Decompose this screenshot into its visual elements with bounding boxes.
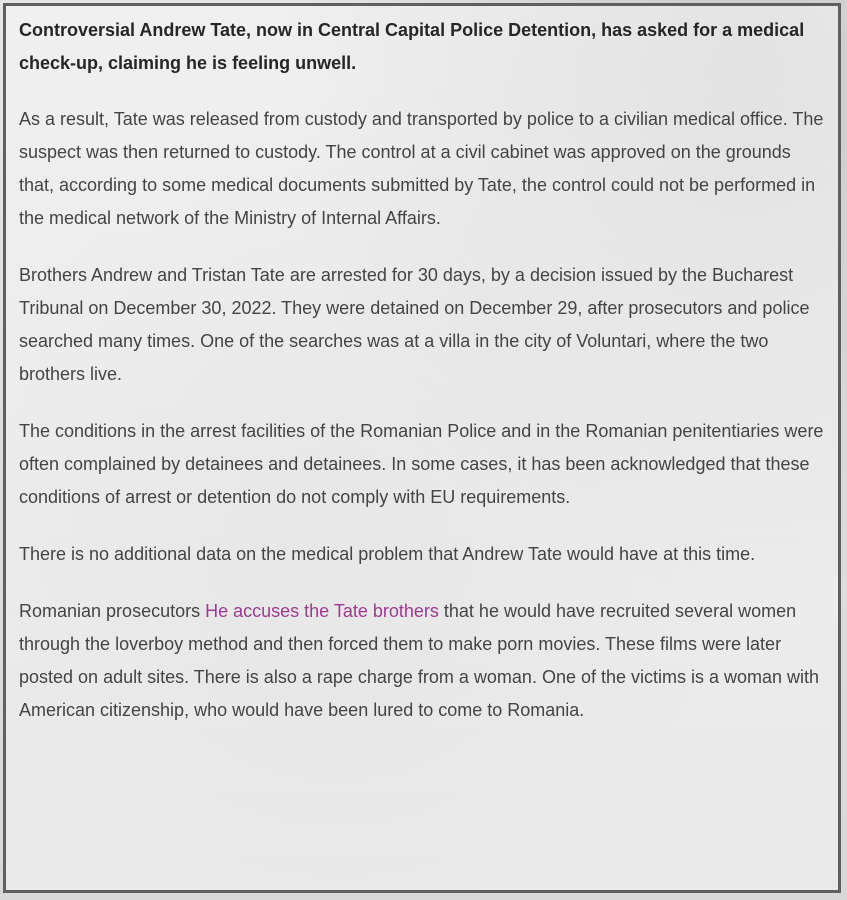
article-headline: Controversial Andrew Tate, now in Central Capital Police Detention, has asked for a medical check-up, claiming he is feeling unwell. [19,20,805,73]
article-paragraph-2: Brothers Andrew and Tristan Tate are arrested for 30 days, by a decision issued by the Bucharest Tribunal on December 30, 2022. They were detained on December 29, after prosecutors and police searched many times. One of the searches was at a villa in the city of Voluntari, where the two brothers live. [19,265,810,384]
article-paragraph-4: There is no additional data on the medical problem that Andrew Tate would have at this time. [19,544,756,564]
paragraph-5-body: that he would have recruited several women through the loverboy method and then forced them to make porn movies. These films were later posted on adult sites. There is also a rape charge from a woman. One of the victims is a woman with American citizenship, who would have been lured to come to Romania. [19,601,820,720]
article-paragraph-3: The conditions in the arrest facilities of the Romanian Police and in the Romanian penitentiaries were often complained by detainees and detainees. In some cases, it has been acknowledged that these conditions of arrest or detention do not comply with EU requirements. [19,421,824,507]
article-panel [3,3,841,893]
paragraph-5-intro: Romanian prosecutors [19,601,206,621]
accuses-tate-brothers-link[interactable]: He accuses the Tate brothers [205,601,439,621]
article-paragraph-5 [19,595,828,727]
article-paragraph-1: As a result, Tate was released from custody and transported by police to a civilian medical office. The suspect was then returned to custody. The control at a civil cabinet was approved on the grounds that, according to some medical documents submitted by Tate, the control could not be performed in the medical network of the Ministry of Internal Affairs. [19,109,824,228]
